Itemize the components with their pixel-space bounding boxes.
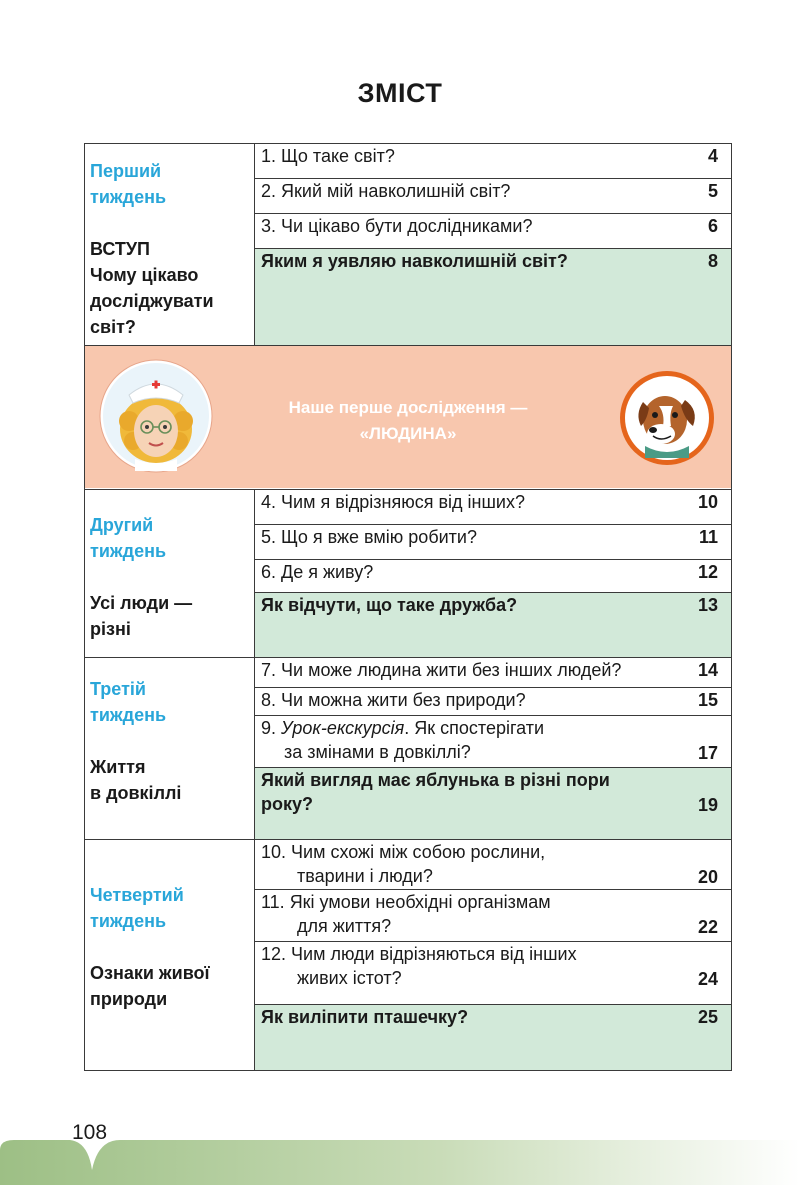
- lesson-row[interactable]: 10. Чим схожі між собою рослини, тварини і люди? 20: [255, 840, 732, 890]
- highlight-lesson-row[interactable]: Як виліпити пташечку? 25: [255, 1005, 732, 1071]
- lesson-row[interactable]: 6. Де я живу? 12: [255, 560, 732, 593]
- week-topic: Усі люди — різні: [90, 593, 193, 639]
- page-num: 13: [697, 594, 718, 615]
- lesson-row[interactable]: 7. Чи може людина жити без інших людей? 14: [255, 658, 732, 688]
- page-num: 24: [697, 969, 718, 989]
- highlight-lesson-row[interactable]: Як відчути, що таке дружба? 13: [255, 593, 732, 658]
- week-cell-3: [85, 658, 255, 840]
- week-topic: Ознаки живої природи: [90, 963, 210, 1009]
- lesson-row[interactable]: 4. Чим я відрізняюся від інших? 10: [255, 490, 732, 525]
- week-topic: Життя в довкіллі: [90, 757, 182, 803]
- lesson-row[interactable]: 11. Які умови необхідні організмам для життя? 22: [255, 890, 732, 942]
- lesson-row[interactable]: 5. Що я вже вмію робити? 11: [255, 525, 732, 560]
- research-banner: [85, 346, 731, 488]
- page-num: 22: [697, 917, 718, 937]
- page-num: 14: [697, 659, 718, 680]
- footer-band: [0, 1140, 800, 1185]
- page-num: 15: [697, 689, 718, 710]
- page-num: 19: [697, 795, 718, 815]
- page-title: ЗМІСТ: [357, 78, 443, 108]
- page-num: 12: [697, 561, 718, 582]
- page-num: 8: [707, 250, 718, 271]
- page-num: 17: [697, 743, 718, 763]
- week-cell-4: [85, 840, 255, 1071]
- week-label: Четвертий тиждень: [90, 885, 184, 931]
- lesson-row[interactable]: 9. Урок-екскурсія. Як спостерігати за змінами в довкіллі? 17: [255, 716, 732, 768]
- page-num: 6: [707, 215, 718, 236]
- week-topic: ВСТУП Чому цікаво досліджувати світ?: [90, 239, 214, 337]
- lesson-row[interactable]: 12. Чим люди відрізняються від інших живих істот? 24: [255, 942, 732, 1005]
- page-num: 11: [698, 526, 718, 547]
- lesson-row[interactable]: 3. Чи цікаво бути дослідниками? 6: [255, 214, 732, 249]
- page-num: 4: [707, 145, 718, 166]
- page-num: 5: [707, 180, 718, 201]
- page-num: 20: [697, 867, 718, 887]
- week-label: Перший тиждень: [90, 161, 167, 207]
- highlight-lesson-row[interactable]: Яким я уявляю навколишній світ? 8: [255, 249, 732, 346]
- highlight-lesson-row[interactable]: Який вигляд має яблунька в різні пори року? 19: [255, 768, 732, 840]
- page-num: 10: [697, 491, 718, 512]
- week-label: Другий тиждень: [90, 515, 167, 561]
- banner-cell: [85, 346, 732, 490]
- lesson-row[interactable]: 1. Що таке світ? 4: [255, 144, 732, 179]
- banner-title: Наше перше дослідження — «ЛЮДИНА»: [288, 398, 528, 443]
- page-number: 108: [72, 1121, 108, 1144]
- page-num: 25: [697, 1006, 718, 1027]
- week-label: Третій тиждень: [90, 679, 167, 725]
- lesson-row[interactable]: 8. Чи можна жити без природи? 15: [255, 688, 732, 716]
- lesson-row[interactable]: 2. Який мій навколишній світ? 5: [255, 179, 732, 214]
- table-of-contents: [84, 143, 732, 1071]
- week-cell-2: [85, 490, 255, 658]
- week-cell-1: [85, 144, 255, 346]
- dog-avatar-icon: [619, 370, 715, 466]
